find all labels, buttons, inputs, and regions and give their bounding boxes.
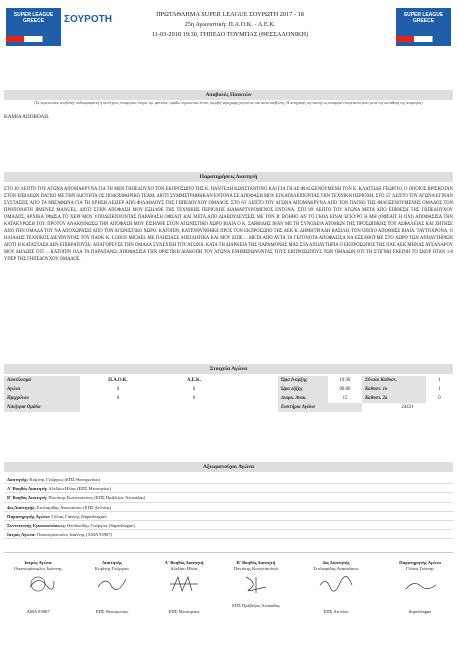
logo-stripe [6,36,61,42]
official-row [4,512,453,521]
official-role: 4ος Διαιτητής: [7,504,36,510]
bookings-section [4,90,453,120]
signature-role: Διαιτητής [102,560,122,565]
official-name: Αλεξίου Ηλίας (ΕΠΣ Μεσσηνίας) [48,486,111,492]
official-name: Γόλιας Γιάννης (Superleague) [51,513,107,519]
signature-scribble [400,573,440,595]
official-name: Στυλιαρίδης Αναστάσιος (ΕΠΣ Αιτ/νίας) [36,504,112,510]
match-data-table [4,376,453,412]
signature-footer: ΕΠΣ Πρέβεζας-Λευκάδας [232,602,280,608]
right-logo [396,8,451,46]
header-round: 25η Αγωνιστική: Π.Α.Ο.Κ. - Α.Ε.Κ. [184,21,276,28]
signature-name: Γόλιας Γιάννης [405,565,435,571]
signature-name: Κομίνης Γεώργιος [94,565,130,571]
signature-role: 4ος Διαιτητής [322,560,350,565]
table-row [4,403,453,412]
official-row [4,484,453,493]
signature-footer: ΑΜΑ 93967 [26,608,50,614]
signature-role: Ιατρός Αγώνα [24,560,52,565]
official-role: Α' Βοηθός Διαιτητή: [7,486,48,492]
official-name: Θεοδοσίδης Γεώργιος (Superleague) [67,522,135,528]
official-name: Οικονομόπουλος Ιωάννης (ΑΜΑ 93967) [36,532,113,538]
stoppage-label: Διαρκ. Ανακ. [278,394,328,403]
table-row [4,376,453,385]
officials-section [4,462,453,539]
signature-scribble [236,573,276,595]
stoppage-value: 15 [342,396,348,401]
official-role: Ιατρός Αγώνα: [7,532,36,538]
referee-notes-title: Παρατηρήσεις Διαιτητή [4,172,453,182]
header-venue: 11-03-2018 19:30, ΓΗΠΕΔΟ ΤΟΥΜΠΑΣ (ΘΕΣΣΑΛΟΝΙΚΗ) [151,31,309,38]
sponsor-logo: ΣΟΥΡΟΤΗ [64,14,112,25]
signatures-divider [4,552,453,553]
bookings-note: (Σε περιπτώσεις αποβολής ποδοσφαιριστή ή στελέχους, αναφέρατε όνομα, αρ. φανέλας, ομάδα, αγωνιστικό λεπτό, ακριβή περιγραφή γεγονότος και αιτία αποβολής. Η αναγραφή της ποινής ως αναφορά επιτρέπεται μόνο μετά την κατάθεση της αναφοράς) [34,101,423,105]
document-header [125,10,335,40]
first-half-delay-value: 1 [438,387,441,392]
referee-notes-text: ΣΤΟ 10' ΛΕΠΤΟ ΤΟΥ ΑΓΩΝΑ ΑΠΟΜΑΚΡΥΝΑ ΓΙΑ ΤΗ ΜΕΝ ΓΗΠΕΔΟΥΧΟ ΤΟΝ ΕΚΠΡΟΣΩΠΟ ΤΗΣ Κ. ΠΑΝΤΕΛΗ ΚΩΝΣΤΑΝΤΙΝΟ ΚΑΙ ΓΙΑ ΤΗ ΔΕ ΦΙΛΟΞΕΝΟΥΜΕΝΗ ΤΟΝ Κ. ΚΛΑΤΣΙΔΗ ΓΕΩΡΓΙΟ, Ο ΟΠΟΙΟΣ ΒΡΙΣΚΟΤΑΝ ΣΤΟΝ ΕΙΒΙΛΕΩΝ ΠΑΓΚΟ ΜΕ ΤΗΝ ΙΔΙΟΤΗΤΑ ΟΣ ΠΟΔΟΣΦΑΙΡΙΚΟ TEAM, ΔΙΟΤΙ ΣΥΜΜΕΤΡΗΘΗΚΑΝ ΕΝΤΟΝΑ ΣΕ ΑΠΟΦΑΣΗ ΜΟΥ ΕΓΚΑΤΑΛΕΙΠΟΝΤΑΣ ΤΗΝ ΤΕΧΝΙΚΗ ΠΕΡΙΟΧΗ. ΣΤΟ 55' ΛΕΠΤΟ ΤΟΥ ΑΓΩΝΑ ΕΓΙΝΑΝ ΣΥΣΤΑΣΕΙΣ ΑΠΟ ΤΑ ΜΕΓΑΦΩΝΑ ΓΙΑ ΤΗ ΧΡΗΣΗ ΛΕΙΖΕΡ ΑΠΟ ΦΙΛΑΘΛΟΥΣ ΤΗΣ ΓΗΠΕΔΟΥΧΟΥ ΟΜΑΔΟΣ. ΣΤΟ 63' ΛΕΠΤΟ ΤΟΥ ΑΓΩΝΑ ΑΠΟΜΑΚΡΥΝΑ ΑΠΟ ΤΟΝ ΠΑΓΚΟ ΤΗΣ ΦΙΛΟΞΕΝΟΥΜΕΝΗΣ ΟΜΑΔΟΣ ΤΟΝ ΠΡΟΠΟΝΗΤΗ JIMENEZ MANUEL, ΔΙΟΤΙ ΣΤΗΝ ΑΠΟΦΑΣΗ ΜΟΥ ΕΞΗΛΘΕ ΤΗΣ ΤΕΧΝΙΚΗΣ ΠΕΡΙΟΧΗΣ ΔΙΑΜΑΡΤΥΡΟΜΕΝΟΣ ΕΝΤΟΝΑ. ΣΤΟ 89' ΛΕΠΤΟ ΤΟΥ ΑΓΩΝΑ ΜΕΤΑ ΑΠΟ ΕΠΙΘΕΣΗ ΤΗΣ ΓΗΠΕΔΟΥΧΟΥ ΟΜΑΔΟΣ, ΑΡΧΙΚΑ ΥΦΩΣΑ ΤΟ ΧΕΡΙ ΜΟΥ ΥΠΟΔΕΙΚΝΥΟΝΤΑΣ ΠΑΡΑΒΑΣΗ ΟΦΣΑΙΤ ΚΑΙ ΜΕΤΑ ΑΠΟ ΔΙΑΒΟΥΛΕΥΣΕΙΣ ΜΕ ΤΟΝ Β' ΒΟΗΘΟ ΑΝ ΤΟ ΓΚΟΛ ΕΙΝΑΙ ΕΓΚΥΡΟ Η ΜΗ (ΟΦΣΑΙΤ Η ΟΧΙ) ΑΠΟΦΑΣΙΣΑ ΤΗΝ ΚΑΤΑΚΥΡΩΣΗ ΤΟΥ. ΠΡΟΤΟΥ ΑΝΑΚΟΙΝΩΣΩ ΤΗΝ ΑΠΟΦΑΣΗ ΜΟΥ ΕΙΣΗΛΘΕ ΣΤΟΝ ΑΓΩΝΙΣΤΙΚΟ ΧΩΡΟ ΒΙΑΙΑ Ο Κ. ΣΑΒΒΙΔΗΣ ΙΒΑΝ ΜΕ ΤΗ ΣΥΝΟΔΕΙΑ ΑΤΟΜΩΝ ΤΗΣ ΠΡΟΣΩΠΙΚΗΣ ΤΟΥ ΑΣΦΑΛΕΙΑΣ ΚΑΙ ΖΗΤΗΣΕ ΑΠΟ ΤΗΝ ΟΜΑΔΑ ΤΟΥ ΝΑ ΑΠΟΧΩΡΗΣΕΙ ΑΠΟ ΤΟΝ ΑΓΩΝΙΣΤΙΚΟ ΧΩΡΟ. ΚΑΤΟΠΙΝ, ΚΑΤΕΥΘΥΝΘΗΚΕ ΠΡΟΣ ΤΟΝ ΕΚΠΡΟΣΩΠΟ ΤΗΣ ΑΕΚ Κ. ΔΗΜΗΤΡΙΑΔΗ ΒΑΣΙΛΗ, ΤΟΝ ΟΠΟΙΟ ΑΠΟΘΗΣΕ ΒΙΑΙΑ. ΤΑΥΤΟΧΡΟΝΑ, Ο ΗΛΙΑΔΗΣ ΤΕΧΝΙΚΟΣ ΔΙΕΥΘΥΝΤΗΣ ΤΟΥ ΠΑΟΚ Κ. LUBOS MICHEL ΜΕ ΠΛΗΣΙΑΣΕ ΑΠΕΙΛΗΤΙΚΑ ΚΑΙ ΜΟΥ ΕΙΠΕ: ...ΜΕΤΑ ΑΠΟ ΑΥΤΑ ΤΑ ΓΕΓΟΝΟΤΑ ΑΠΟΦΑΣΙΣΑ ΝΑ ΕΞΕΛΘΟΥΜΕ ΣΤΟ ΧΩΡΟ ΤΩΝ ΑΠΟΔΥΤΗΡΙΩΝ ΔΙΟΤΙ Η ΚΑΤΑΣΤΑΣΗ ΔΕΝ ΕΠΙΚΡΑΤΟΥΣΕ. ΑΠΑΓΟΡΕΥΣΕ ΤΗΝ ΟΜΑΔΑ ΣΥΝΕΧΙΣΗ ΤΟΥ ΑΓΩΝΑ. ΚΑΤΑ ΤΗ ΔΙΑΡΚΕΙΑ ΤΗΣ ΠΑΡΑΜΟΝΗΣ ΜΑΣ ΣΤΑ ΑΠΟΔΥΤΗΡΙΑ Ο ΕΚΠΡΟΣΩΠΟΣ ΤΗΣ ΠΑΕ ΑΕΚ ΜΗΝΑΣ ΑΥΣΑΝΑΡΟΥ ΜΟΥ ΔΗΛΩΣΕ ΟΤΙ ... ΚΑΤΟΠΙΝ ΟΛΑ ΤΑ ΠΑΡΑΠΑΝΩ, ΑΠΟΦΑΣΙΣΑ ΤΗΝ ΟΡΙΣΤΙΚΗ ΔΙΑΚΟΠΗ ΤΟΥ ΑΓΩΝΑ ΕΝΗΜΕΡΩΝΟΝΤΑΣ ΤΟΥΣ ΕΚΠΡΟΣΩΠΟΥΣ ΤΩΝ ΟΜΑΔΩΝ ΟΤΙ ΤΗ ΣΤΙΓΜΗ ΕΚΕΙΝΗ ΤΟ ΣΚΟΡ ΗΤΑΝ 1-0 ΥΠΕΡ ΤΗΣ ΓΗΠΕΔΟΥΧΟΥ ΟΜΑΔΟΣ. [4,187,453,262]
official-row [4,493,453,502]
signature-footer: ΕΠΣ Μεσσηνίας [168,608,200,614]
signature-footer: ΕΠΣ Θεσπρωτίας [95,608,129,614]
signature-role: Παρατηρητής Αγώνα [399,560,441,565]
total-delay-value: 1 [438,378,441,383]
winner-label: Νικήτρια Ομάδα [4,403,80,412]
match-data-section [4,364,453,412]
spacer [232,385,278,394]
bookings-title: Αποβολές Παικτών [4,90,453,100]
signature-name: Αλεξίου Ηλίας [170,565,198,571]
official-row [4,530,453,539]
start-time-label: Ώρα έναρξης [278,376,328,385]
logo-stripe [396,36,451,42]
half-score-home: 0 [116,396,120,401]
first-half-delay-label: Καθυστ. 1ο [362,385,426,394]
signature-footer: Superleague [408,608,432,614]
official-row [4,475,453,484]
signature-doctor [12,560,64,614]
spacer [232,394,278,403]
bookings-text: ΚΑΜΙΑ ΑΠΟΒΟΛΗ. [4,113,50,120]
signature-footer: ΕΠΣ Αιτ/νίας [323,608,349,614]
signature-assistant-1 [158,560,210,614]
away-team-header: Α.Ε.Κ. [187,378,201,383]
second-half-delay-value: 0 [438,396,441,401]
signature-scribble [164,573,204,595]
signature-name: Ποντίκης Κωνσταντίνος [233,565,279,571]
signature-referee [86,560,138,614]
table-row [4,385,453,394]
left-logo-text: SUPER LEAGUE GREECE [13,12,54,24]
tickets-value: 24431 [401,405,414,410]
second-half-delay-label: Καθυστ. 2ο [362,394,426,403]
official-row [4,503,453,512]
home-team-header: Π.Α.Ο.Κ. [108,378,128,383]
official-role: Συντονιστής Εγκαταστάσεως: [7,522,66,528]
official-role: Παρατηρητής Αγώνα: [7,513,51,519]
signature-name: Οικονομόπουλος Ιωάννης [14,565,62,571]
signature-assistant-2 [230,560,282,608]
left-logo [6,8,61,46]
official-role: Β' Βοηθός Διαιτητή: [7,495,48,501]
half-score-away: 0 [192,396,196,401]
match-score-home: 0 [116,387,120,392]
referee-notes-section [4,172,453,263]
signature-role: Β' Βοηθός Διαιτητή [236,560,276,565]
table-row [4,394,453,403]
match-score-away: 0 [192,387,196,392]
half-score-label: Ημιχρόνου [4,394,80,403]
signature-name: Στυλιαρίδης Αναστάσιος [313,565,359,571]
total-delay-label: Σύνολο Καθυστ. [362,376,426,385]
signature-fourth-official [310,560,362,614]
winner-value [80,403,232,412]
spacer [232,403,278,412]
tickets-label: Εισιτήρια Αγώνα [278,403,362,412]
officials-title: Αξιωματούχοι Αγώνα [4,462,453,472]
signature-scribble [316,573,356,595]
end-time-label: Ώρα λήξης [278,385,328,394]
spacer [232,376,278,385]
official-role: Διαιτητής: [7,477,29,482]
end-time-value: 00:00 [339,387,351,392]
official-row [4,521,453,530]
right-logo-text: SUPER LEAGUE GREECE [403,12,444,24]
signature-scribble [18,573,58,595]
signature-role: Α' Βοηθός Διαιτητή [164,560,204,565]
header-title: ΠΡΩΤΑΘΛΗΜΑ SUPER LEAGUE ΣΟΥΡΩΤΗ 2017 - 18 [156,11,304,18]
start-time-value: 19:30 [339,378,351,383]
signature-observer [390,560,450,614]
match-data-title: Στοιχεία Αγώνα [4,364,453,374]
official-name: Κομίνης Γεώργιος (ΕΠΣ Θεσπρωτίας) [29,477,101,482]
signature-scribble [92,573,132,595]
official-name: Ποντίκης Κωνσταντίνος (ΕΠΣ Πρέβεζας-Λευκάδας) [48,495,146,501]
result-label: Αποτέλεσμα [4,376,80,385]
match-score-label: Αγώνα [4,385,80,394]
